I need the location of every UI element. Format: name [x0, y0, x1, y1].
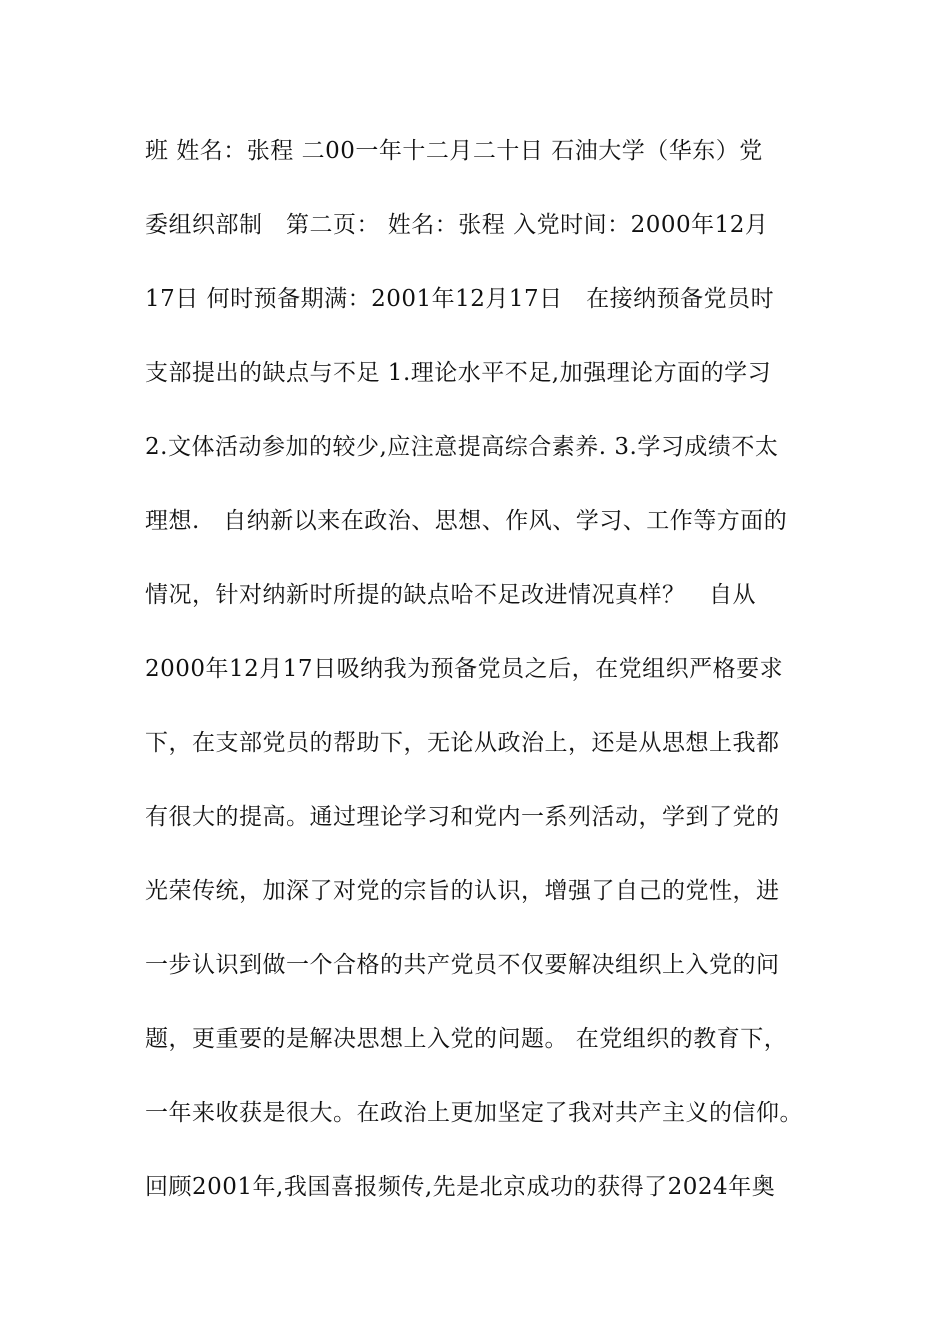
text-line: 光荣传统，加深了对党的宗旨的认识，增强了自己的党性，进: [145, 878, 780, 904]
text-line: 一年来收获是很大。在政治上更加坚定了我对共产主义的信仰。: [145, 1100, 803, 1126]
text-line: 下，在支部党员的帮助下，无论从政治上，还是从思想上我都: [145, 730, 780, 756]
text-line: 17日 何时预备期满：2001年12月17日 在接纳预备党员时: [145, 286, 775, 312]
body-text: [145, 128, 825, 1238]
text-line: 2000年12月17日吸纳我为预备党员之后，在党组织严格要求: [145, 656, 784, 682]
text-line: 支部提出的缺点与不足 1.理论水平不足,加强理论方面的学习: [145, 360, 772, 386]
text-line: 情况，针对纳新时所提的缺点哈不足改进情况真样？ 自从: [145, 582, 756, 608]
text-line: 班 姓名：张程 二00一年十二月二十日 石油大学（华东）党: [145, 138, 763, 164]
text-line: 委组织部制 第二页： 姓名：张程 入党时间：2000年12月: [145, 212, 769, 238]
text-line: 理想. 自纳新以来在政治、思想、作风、学习、工作等方面的: [145, 508, 788, 534]
text-line: 回顾2001年,我国喜报频传,先是北京成功的获得了2024年奥: [145, 1174, 776, 1200]
text-line: 题，更重要的是解决思想上入党的问题。 在党组织的教育下，: [145, 1026, 788, 1052]
text-line: 一步认识到做一个合格的共产党员不仅要解决组织上入党的问: [145, 952, 780, 978]
text-line: 2.文体活动参加的较少,应注意提高综合素养. 3.学习成绩不太: [145, 434, 779, 460]
text-line: 有很大的提高。通过理论学习和党内一系列活动，学到了党的: [145, 804, 780, 830]
